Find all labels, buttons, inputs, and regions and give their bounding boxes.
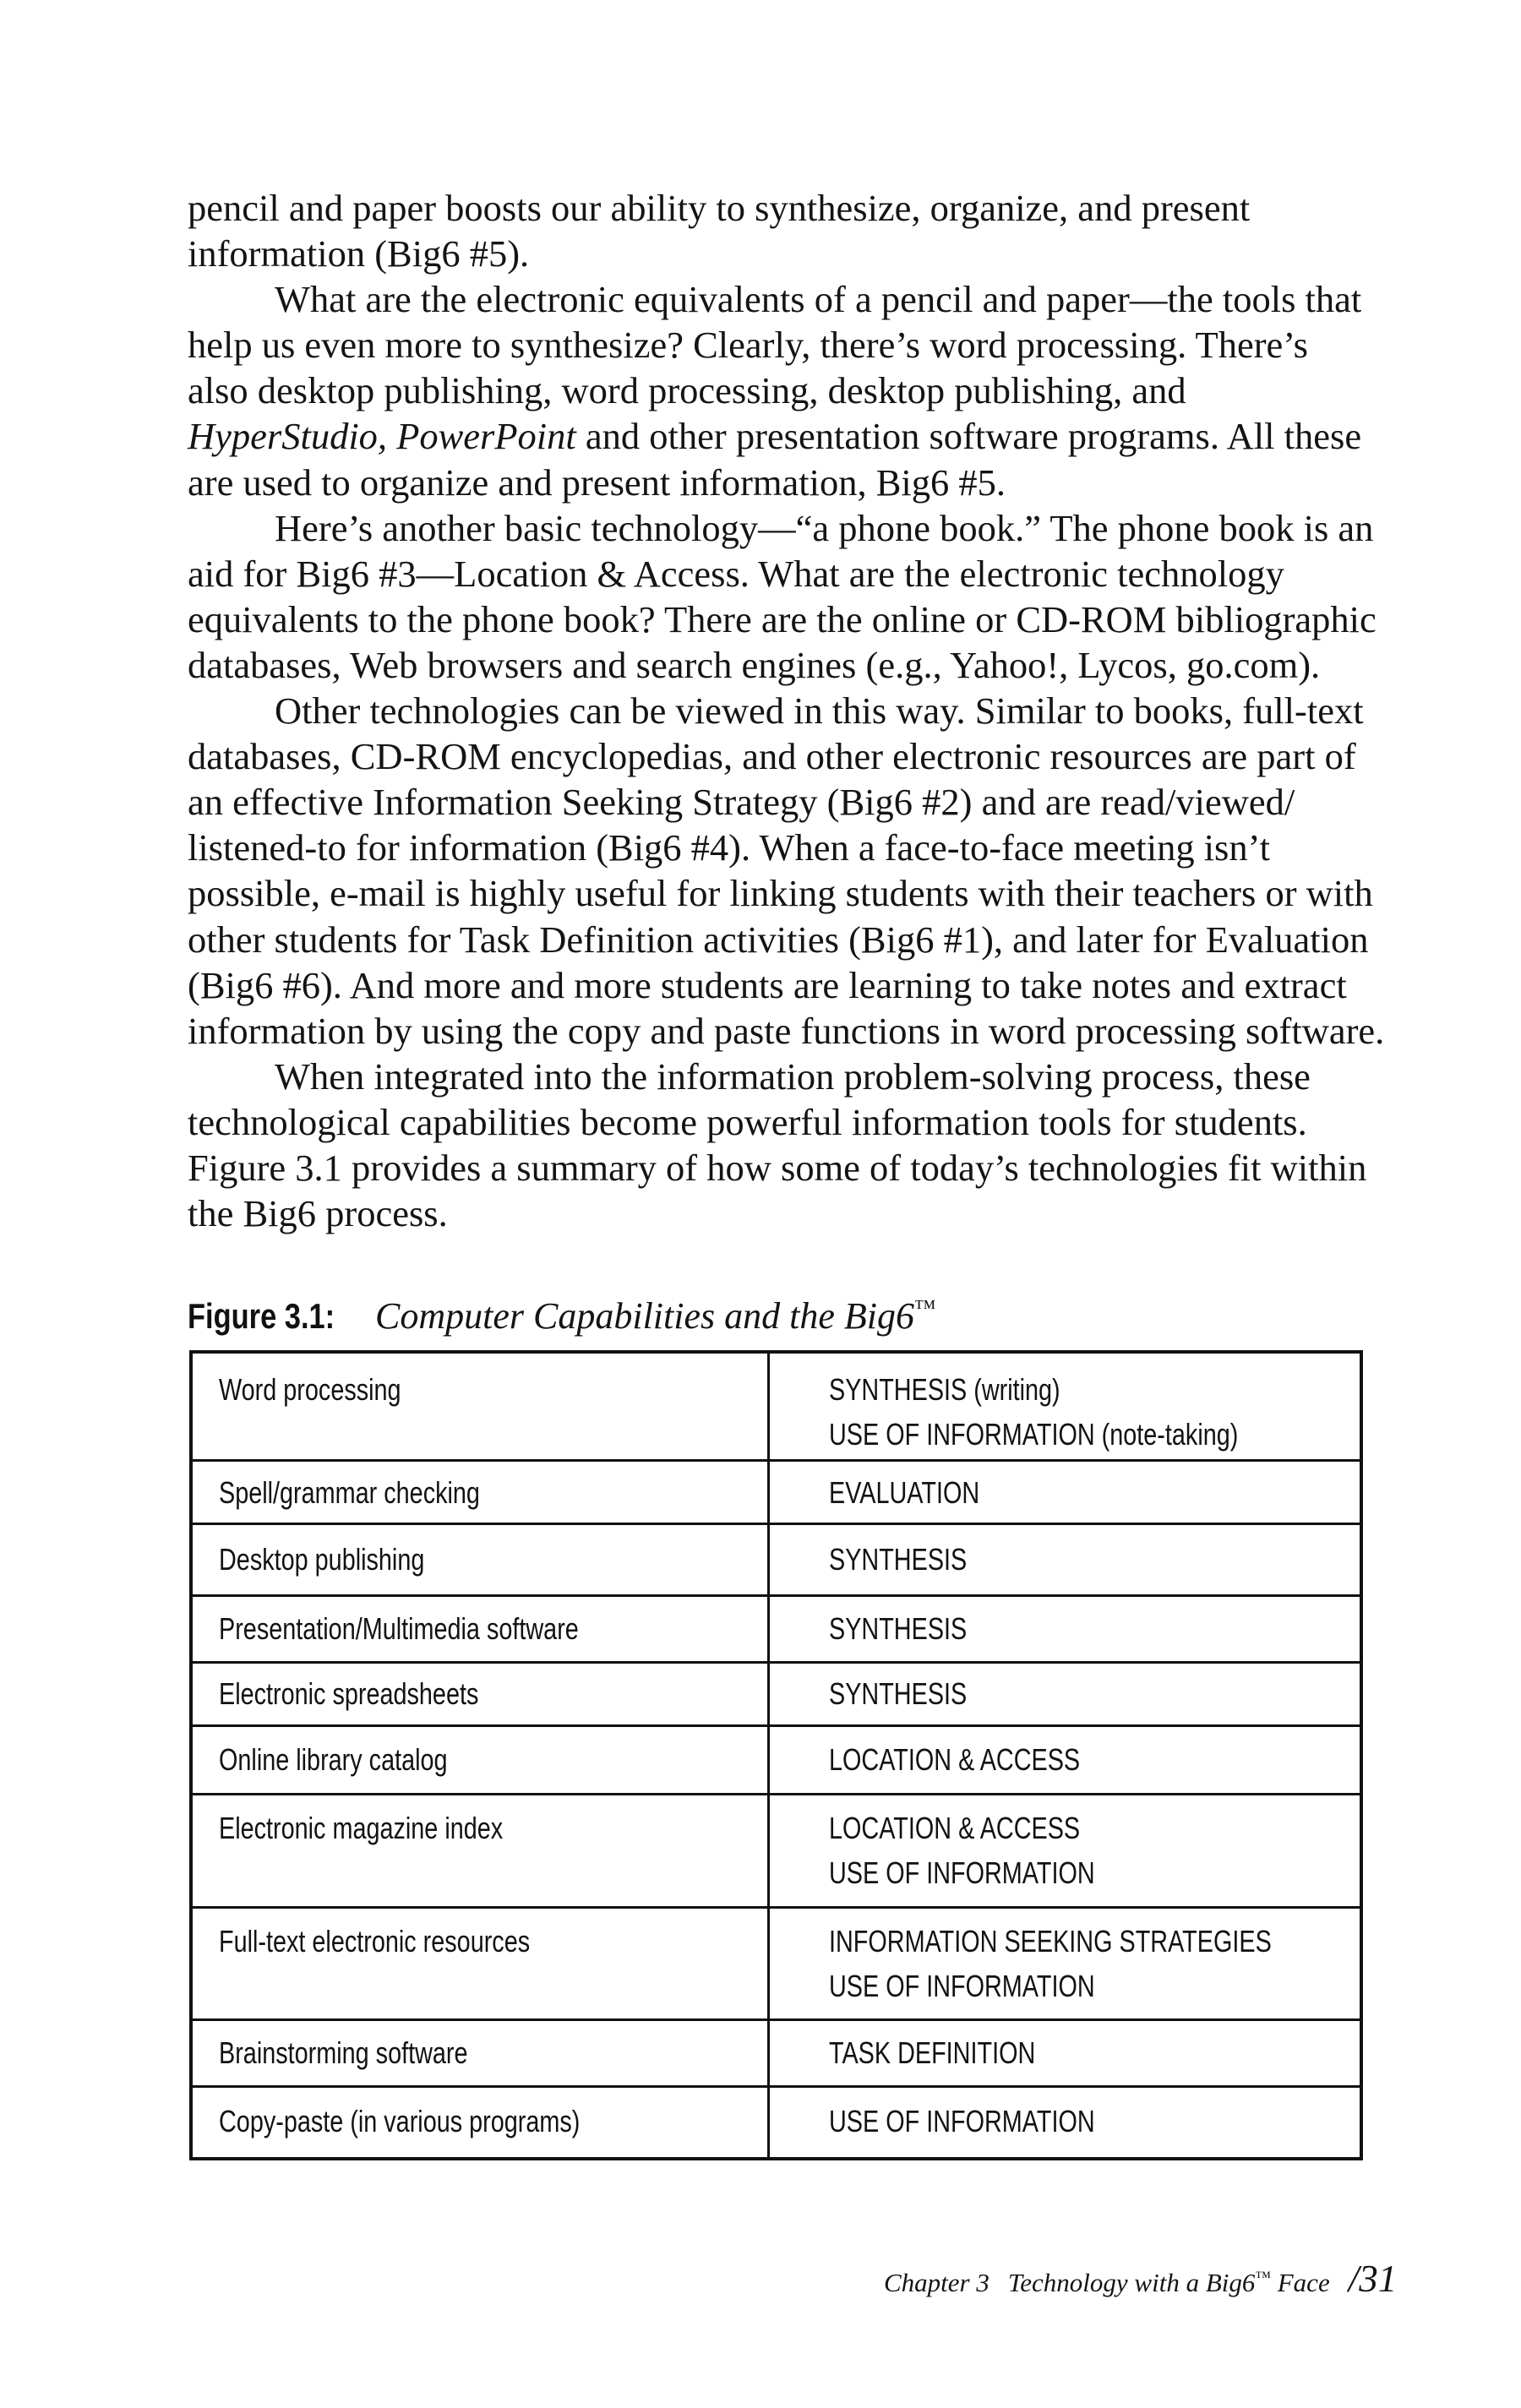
cell-text: Full-text electronic resources: [219, 1924, 531, 1959]
capabilities-table: [189, 1350, 1363, 2160]
text-line: aid for Big6 #3—Location & Access. What are the electronic technology: [188, 552, 1284, 595]
table-row: [193, 2085, 1360, 2157]
italic-product-name: HyperStudio,: [188, 415, 388, 458]
cell-text: USE OF INFORMATION: [829, 2104, 1095, 2138]
cell-text: SYNTHESIS (writing): [829, 1372, 1060, 1407]
paragraph-start-line: What are the electronic equivalents of a pencil and paper—the tools that: [275, 278, 1362, 321]
text-line: information by using the copy and paste functions in word processing software.: [188, 1009, 1385, 1052]
text-line: the Big6 process.: [188, 1192, 448, 1235]
text-line: equivalents to the phone book? There are the online or CD-ROM bibliographic: [188, 597, 1377, 640]
big6-stage-cell: [829, 2099, 1161, 2144]
text-line: (Big6 #6). And more and more students are learning to take notes and extract: [188, 963, 1347, 1006]
technology-cell: [219, 1671, 543, 1716]
chapter-title-text: Technology with a Big6: [1007, 2268, 1256, 2297]
cell-text: Brainstorming software: [219, 2035, 468, 2070]
cell-text: SYNTHESIS: [829, 1542, 968, 1577]
table-row: [193, 1793, 1360, 1907]
chapter-title-text-end: Face: [1271, 2268, 1330, 2297]
trademark-symbol: ™: [1255, 2269, 1271, 2286]
text-line: databases, Web browsers and search engines (e.g., Yahoo!, Lycos, go.com).: [188, 643, 1321, 686]
chapter-title: [1008, 2268, 1330, 2297]
italic-product-name: PowerPoint: [396, 415, 576, 458]
big6-stage-cell: [829, 1737, 1142, 1782]
text-line: pencil and paper boosts our ability to synthesize, organize, and present: [188, 187, 1251, 229]
running-footer: [884, 2254, 1397, 2302]
technology-cell: [219, 1537, 476, 1582]
cell-text: INFORMATION SEEKING STRATEGIES: [829, 1924, 1272, 1959]
big6-stage-cell: [829, 1470, 1017, 1515]
text-line: an effective Information Seeking Strategy (Big6 #2) and are read/viewed/: [188, 781, 1295, 824]
table-row: [193, 1523, 1360, 1595]
cell-text: Online library catalog: [219, 1742, 448, 1777]
technology-cell: [219, 1367, 446, 1412]
technology-cell: [219, 1919, 608, 1964]
technology-cell: [219, 1737, 504, 1782]
cell-text: Spell/grammar checking: [219, 1475, 480, 1510]
big6-stage-cell: [829, 1537, 1001, 1582]
table-row: [193, 1724, 1360, 1794]
text-line: Figure 3.1 provides a summary of how some of today’s technologies fit within: [188, 1146, 1367, 1189]
cell-text: Electronic magazine index: [219, 1811, 504, 1845]
cell-text: EVALUATION: [829, 1475, 980, 1510]
big6-stage-cell: [829, 1671, 1001, 1716]
trademark-symbol: ™: [913, 1295, 936, 1320]
text-line: help us even more to synthesize? Clearly, there’s word processing. There’s: [188, 324, 1308, 367]
text-line: are used to organize and present information, Big6 #5.: [188, 460, 1006, 504]
table-row: [193, 1594, 1360, 1662]
cell-text: SYNTHESIS: [829, 1611, 968, 1646]
cell-text: LOCATION & ACCESS: [829, 1742, 1081, 1777]
cell-text: USE OF INFORMATION: [829, 1855, 1095, 1890]
table-row: [193, 1354, 1360, 1461]
cell-text: USE OF INFORMATION: [829, 1969, 1095, 2003]
cell-text: LOCATION & ACCESS: [829, 1811, 1081, 1845]
technology-cell: [219, 1806, 574, 1850]
cell-text: Word processing: [219, 1372, 401, 1407]
page-number: /31: [1348, 2258, 1398, 2300]
text-line: technological capabilities become powerful information tools for students.: [188, 1100, 1307, 1143]
figure-caption: [188, 1283, 936, 1337]
paragraph-start-line: When integrated into the information problem-solving process, these: [275, 1054, 1311, 1098]
cell-text: Copy-paste (in various programs): [219, 2104, 581, 2138]
cell-text: Electronic spreadsheets: [219, 1676, 479, 1711]
technology-cell: [219, 1470, 545, 1515]
text-line: information (Big6 #5).: [188, 232, 530, 275]
cell-text: SYNTHESIS: [829, 1676, 968, 1711]
text-line: [188, 413, 1371, 459]
cell-text: TASK DEFINITION: [829, 2035, 1036, 2070]
big6-stage-cell: [829, 1606, 1001, 1651]
text-line: possible, e-mail is highly useful for linking students with their teachers or with: [188, 872, 1373, 915]
technology-cell: [219, 2030, 530, 2075]
table-row: [193, 1661, 1360, 1725]
cell-text: USE OF INFORMATION (note-taking): [829, 1417, 1239, 1452]
figure-title: [375, 1283, 935, 1342]
table-row: [193, 1906, 1360, 2019]
figure-label: Figure 3.1:: [188, 1296, 335, 1336]
chapter-number: Chapter 3: [884, 2268, 989, 2297]
cell-text: Desktop publishing: [219, 1542, 425, 1577]
technology-cell: [219, 2099, 670, 2144]
text-fragment: and other presentation software programs. All these: [575, 415, 1362, 458]
big6-stage-cell: [829, 2030, 1087, 2075]
cell-text: Presentation/Multimedia software: [219, 1611, 579, 1646]
big6-stage-cell: [829, 1919, 1382, 2008]
big6-stage-cell: [829, 1367, 1340, 1457]
big6-stage-cell: [829, 1806, 1161, 1895]
paragraph-start-line: Other technologies can be viewed in this way. Similar to books, full-text: [275, 689, 1364, 733]
paragraph-start-line: Here’s another basic technology—“a phone book.” The phone book is an: [275, 506, 1374, 549]
text-line: listened-to for information (Big6 #4). When a face-to-face meeting isn’t: [188, 826, 1271, 869]
figure-title-text: Computer Capabilities and the Big6: [375, 1295, 914, 1337]
body-text: [188, 185, 1385, 1236]
text-line: databases, CD-ROM encyclopedias, and other electronic resources are part of: [188, 735, 1356, 778]
table-row: [193, 1459, 1360, 1523]
table-row: [193, 2018, 1360, 2086]
text-line: other students for Task Definition activities (Big6 #1), and later for Evaluation: [188, 918, 1369, 961]
text-line: also desktop publishing, word processing, desktop publishing, and: [188, 369, 1186, 412]
technology-cell: [219, 1606, 668, 1651]
